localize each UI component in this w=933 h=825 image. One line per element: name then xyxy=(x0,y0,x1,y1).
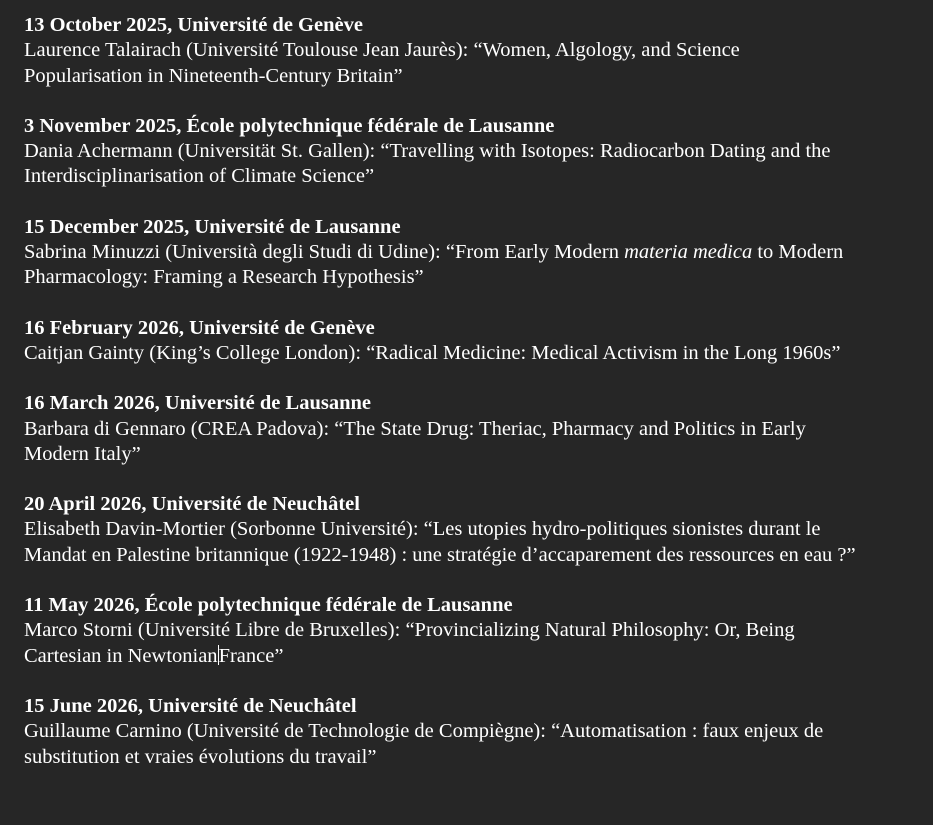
entry-title: “The State Drug: Theriac, Pharmacy and Politics in Early xyxy=(334,417,806,440)
entry-title: “Travelling with Isotopes: Radiocarbon Dating and the xyxy=(380,140,831,163)
entry-date-venue: 13 October 2025, Université de Genève xyxy=(24,14,363,36)
entry-date-venue: 11 May 2026, École polytechnique fédérale de Lausanne xyxy=(24,594,513,617)
entry-title: “From Early Modern xyxy=(445,241,625,264)
seminar-entry xyxy=(24,593,924,669)
entry-title: “Automatisation : faux enjeux de xyxy=(551,720,824,743)
entry-talk xyxy=(24,38,924,89)
entry-title-continued-end: France” xyxy=(218,644,284,667)
entry-date-venue: 16 February 2026, Université de Genève xyxy=(24,316,375,339)
seminar-entry xyxy=(24,694,924,770)
entry-talk xyxy=(24,719,924,770)
seminar-entry xyxy=(24,492,924,568)
seminar-entry xyxy=(24,114,924,190)
entry-speaker: Marco Storni (Université Libre de Bruxelles): xyxy=(24,619,406,642)
entry-talk xyxy=(24,417,924,468)
entry-speaker: Barbara di Gennaro (CREA Padova): xyxy=(24,417,335,440)
entry-date-venue: 15 June 2026, Université de Neuchâtel xyxy=(24,694,357,717)
entry-date-venue: 3 November 2025, École polytechnique fédérale de Lausanne xyxy=(24,114,555,137)
entry-speaker: Dania Achermann (Universität St. Gallen): xyxy=(24,140,381,163)
entry-talk xyxy=(24,341,924,366)
entry-title: “Provincializing Natural Philosophy: Or, Being xyxy=(405,619,795,642)
entry-title: “Women, Algology, and Science xyxy=(473,39,740,62)
entry-title-continued: Popularisation in Nineteenth-Century Britain” xyxy=(24,64,403,87)
entry-talk xyxy=(24,139,924,190)
entry-title-continued: Interdisciplinarisation of Climate Science” xyxy=(24,165,375,188)
seminar-entry xyxy=(24,316,924,367)
document-body xyxy=(24,13,924,795)
seminar-entry xyxy=(24,215,924,291)
entry-speaker: Guillaume Carnino (Université de Technologie de Compiègne): xyxy=(24,720,552,743)
entry-title-post: to Modern xyxy=(752,241,844,264)
entry-date-venue: 20 April 2026, Université de Neuchâtel xyxy=(24,493,360,516)
entry-talk xyxy=(24,618,924,669)
entry-talk xyxy=(24,517,924,568)
entry-title-continued: substitution et vraies évolutions du travail” xyxy=(24,745,377,768)
entry-title-continued: Cartesian in Newtonian xyxy=(24,644,218,667)
entry-title: “Radical Medicine: Medical Activism in the Long 1960s” xyxy=(366,341,841,364)
entry-talk xyxy=(24,240,924,291)
entry-speaker: Elisabeth Davin-Mortier (Sorbonne Université): xyxy=(24,518,424,541)
entry-date-venue: 15 December 2025, Université de Lausanne xyxy=(24,215,401,238)
entry-title-continued: Modern Italy” xyxy=(24,442,141,465)
entry-title-continued: Pharmacology: Framing a Research Hypothesis” xyxy=(24,266,424,289)
entry-speaker: Sabrina Minuzzi (Università degli Studi di Udine): xyxy=(24,241,446,264)
entry-title: “Les utopies hydro-politiques sionistes durant le xyxy=(423,518,821,541)
seminar-entry xyxy=(24,391,924,467)
entry-speaker: Caitjan Gainty (King’s College London): xyxy=(24,341,367,364)
entry-title-italic: materia medica xyxy=(624,241,753,264)
entry-date-venue: 16 March 2026, Université de Lausanne xyxy=(24,392,371,415)
entry-speaker: Laurence Talairach (Université Toulouse Jean Jaurès): xyxy=(24,39,474,62)
seminar-entry xyxy=(24,13,924,89)
entry-title-continued: Mandat en Palestine britannique (1922-1948) : une stratégie d’accaparement des ressources en eau ?” xyxy=(24,543,856,566)
